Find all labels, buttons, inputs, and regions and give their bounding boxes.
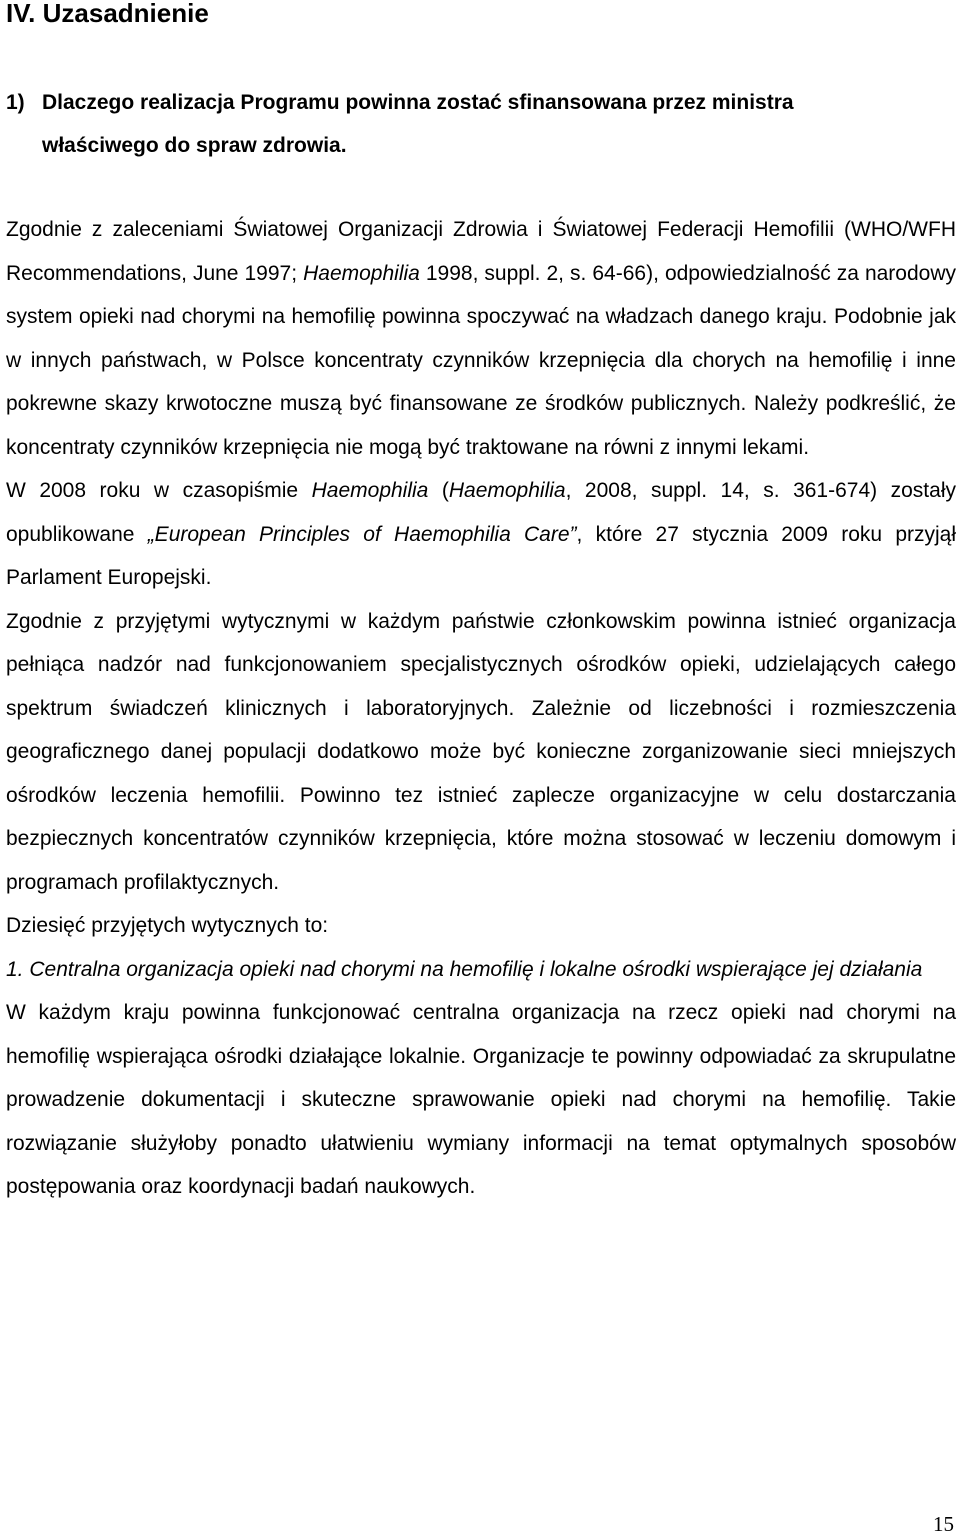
- paragraph-2: [6, 469, 956, 600]
- paragraph-2-text-a: W 2008 roku w czasopiśmie: [6, 479, 312, 502]
- question-line-1: [6, 81, 956, 124]
- document-body: [6, 208, 956, 1209]
- paragraph-1-text-a: Zgodnie z zaleceniami Światowej Organizacji Zdrowia i Światowej Federacji Hemofilii (WHO/WFH Recommendations, June 1997;: [6, 218, 956, 285]
- page-number: 15: [933, 1512, 954, 1536]
- paragraph-2-journal: Haemophilia: [311, 479, 429, 502]
- paragraph-1-text-c: 1998, suppl. 2, s. 64-66), odpowiedzialność za narodowy system opieki nad chorymi na hemofilię powinna spoczywać na władzach danego kraju. Podobnie jak w innych państwach, w Polsce koncentraty czynników krzepnięcia dla chorych na hemofilię i inne pokrewne skazy krwotoczne muszą być finansowane ze środków publicznych. Należy podkreślić, że koncentraty czynników krzepnięcia nie mogą być traktowane na równi z innymi lekami.: [6, 261, 956, 459]
- guideline-1-title: 1. Centralna organizacja opieki nad chorymi na hemofilię i lokalne ośrodki wspierające jej działania: [6, 957, 923, 981]
- section-title: IV. Uzasadnienie: [6, 0, 209, 28]
- paragraph-4: Dziesięć przyjętych wytycznych to:: [6, 914, 329, 937]
- question-number: 1): [6, 91, 25, 114]
- question-text-1: Dlaczego realizacja Programu powinna zostać sfinansowana przez ministra: [42, 91, 794, 114]
- paragraph-2-journal-ref: Haemophilia: [448, 479, 566, 502]
- paragraph-3: Zgodnie z przyjętymi wytycznymi w każdym państwie członkowskim powinna istnieć organizacja pełniąca nadzór nad funkcjonowaniem specjalistycznych ośrodków opieki, udzielających całego spektrum świadczeń klinicznych i laboratoryjnych. Zależnie od liczebności i rozmieszczenia geograficznego danej populacji dodatkowo może być konieczne zorganizowanie sieci mniejszych ośrodków leczenia hemofilii. Powinno tez istnieć zaplecze organizacyjne w celu dostarczania bezpiecznych koncentratów czynników krzepnięcia, które można stosować w leczeniu domowym i programach profilaktycznych.: [6, 609, 956, 894]
- question-line-2: właściwego do spraw zdrowia.: [42, 134, 347, 157]
- guideline-1-heading: [6, 948, 956, 992]
- paragraph-1-italic: Haemophilia: [303, 261, 420, 285]
- question-heading: [6, 81, 956, 167]
- paragraph-1: [6, 208, 956, 469]
- paragraph-2-principles-title: „European Principles of Haemophilia Care”: [147, 522, 577, 546]
- paragraph-2-text-g: , które 27 stycznia 2009 roku przyjął Parlament Europejski.: [6, 522, 956, 589]
- paragraph-2-text-c: (: [428, 479, 449, 502]
- paragraph-2-text-e: , 2008, suppl. 14, s. 361-674) zostały opublikowane: [6, 479, 956, 546]
- paragraph-6: W każdym kraju powinna funkcjonować centralna organizacja na rzecz opieki nad chorymi na hemofilię wspierająca ośrodki działające lokalnie. Organizacje te powinny odpowiadać za skrupulatne prowadzenie dokumentacji i skuteczne sprawowanie opieki nad chorymi na hemofilię. Takie rozwiązanie służyłoby ponadto ułatwieniu wymiany informacji na temat optymalnych sposobów postępowania oraz koordynacji badań naukowych.: [6, 1001, 956, 1198]
